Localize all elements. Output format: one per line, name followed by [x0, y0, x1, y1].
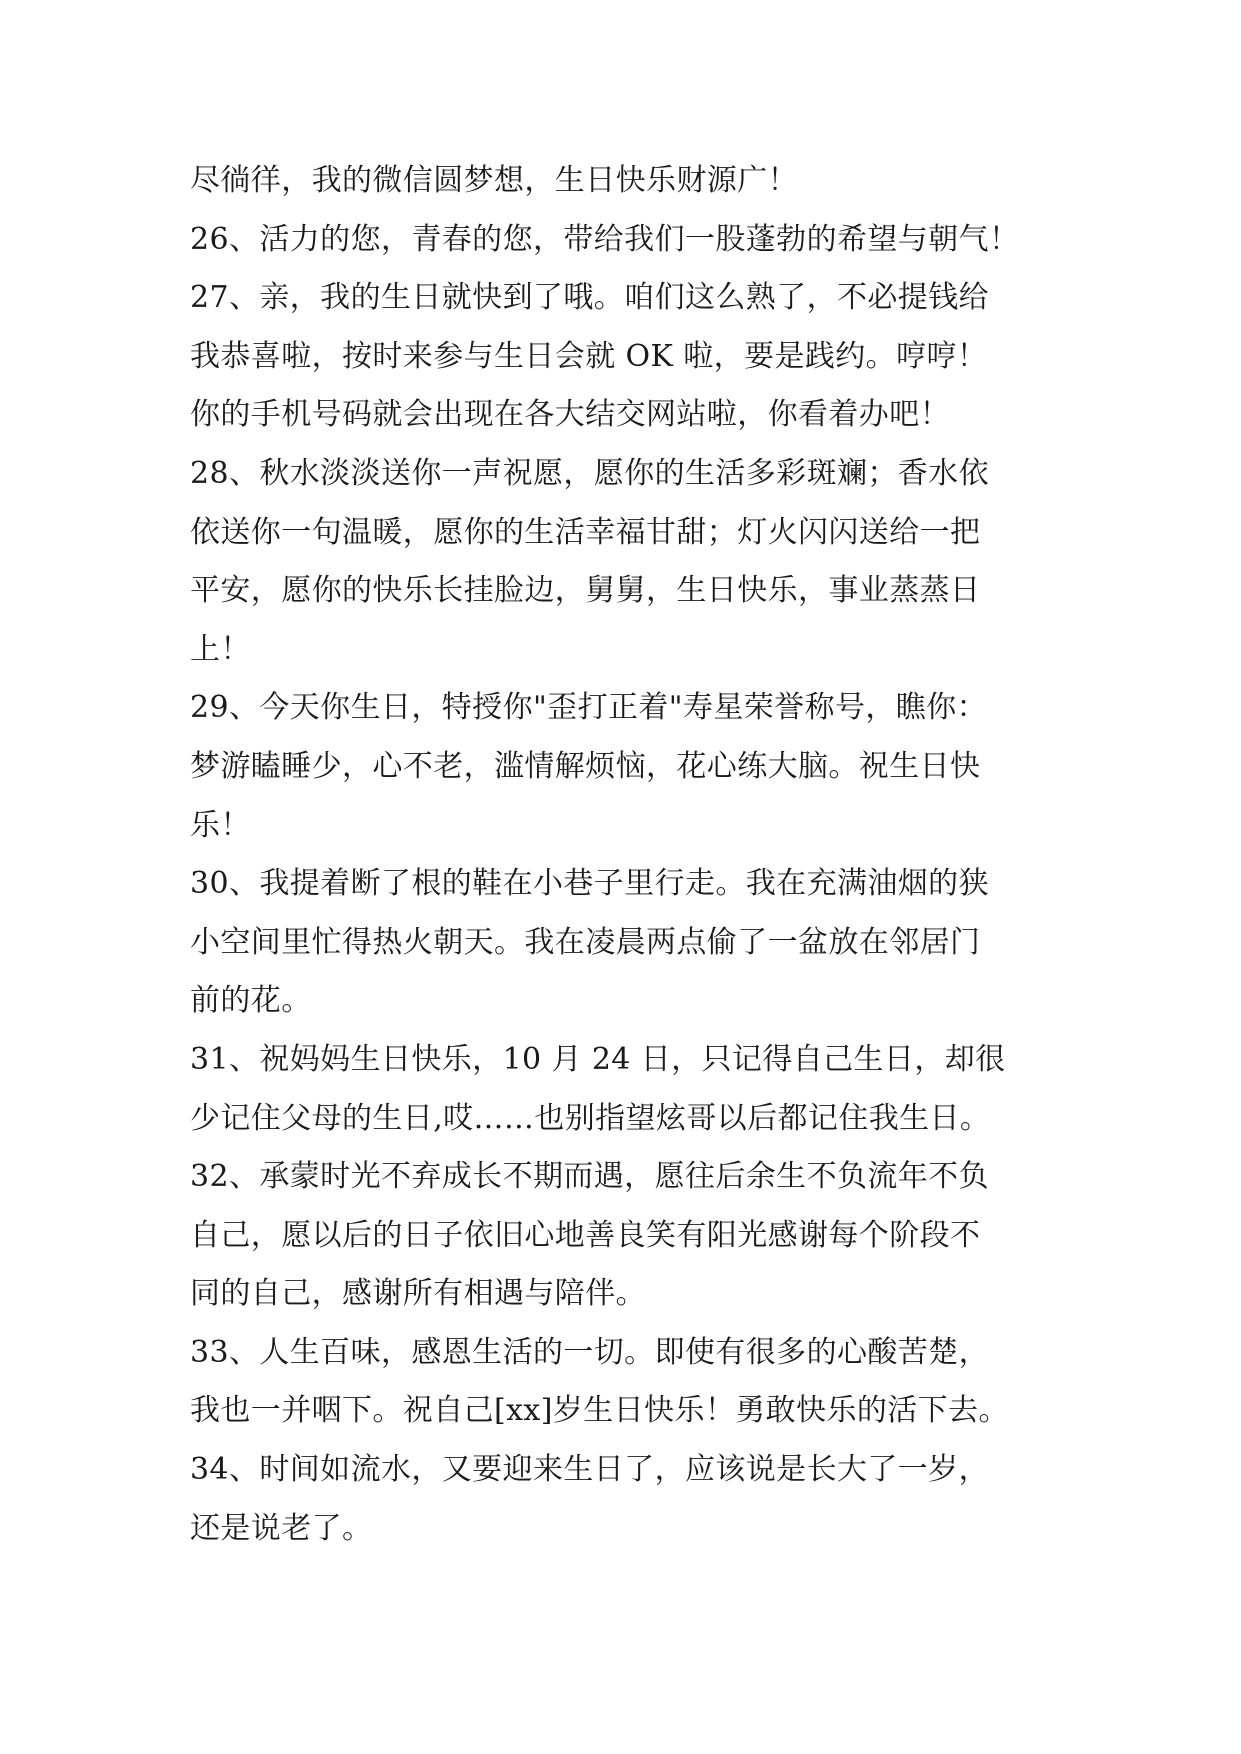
text-line: 28、秋水淡淡送你一声祝愿，愿你的生活多彩斑斓；香水依 [190, 455, 989, 491]
document-body [190, 152, 1090, 1558]
text-line: 自己，愿以后的日子依旧心地善良笑有阳光感谢每个阶段不 [190, 1217, 981, 1253]
text-line: 34、时间如流水，又要迎来生日了，应该说是长大了一岁， [190, 1452, 989, 1488]
text-line: 你的手机号码就会出现在各大结交网站啦，你看着办吧！ [190, 397, 950, 433]
text-line: 31、祝妈妈生日快乐，10 月 24 日，只记得自己生日，却很 [190, 1041, 1006, 1077]
text-line: 梦游瞌睡少，心不老，滥情解烦恼，花心练大脑。祝生日快 [190, 748, 981, 784]
text-line: 上！ [190, 631, 251, 667]
text-line: 29、今天你生日，特授你"歪打正着"寿星荣誉称号，瞧你： [190, 690, 987, 726]
text-line: 前的花。 [190, 983, 312, 1019]
text-line: 平安，愿你的快乐长挂脸边，舅舅，生日快乐，事业蒸蒸日 [190, 573, 981, 609]
text-line: 少记住父母的生日,哎……也别指望炫哥以后都记住我生日。 [190, 1100, 991, 1136]
text-line: 30、我提着断了根的鞋在小巷子里行走。我在充满油烟的狭 [190, 866, 989, 902]
text-line: 还是说老了。 [190, 1510, 373, 1546]
text-line: 32、承蒙时光不弃成长不期而遇，愿往后余生不负流年不负 [190, 1159, 989, 1195]
text-line: 27、亲，我的生日就快到了哦。咱们这么熟了，不必提钱给 [190, 280, 989, 316]
text-line: 33、人生百味，感恩生活的一切。即使有很多的心酸苦楚， [190, 1334, 989, 1370]
text-line: 同的自己，感谢所有相遇与陪伴。 [190, 1276, 646, 1312]
text-line: 依送你一句温暖，愿你的生活幸福甘甜；灯火闪闪送给一把 [190, 514, 981, 550]
text-line: 尽徜徉，我的微信圆梦想，生日快乐财源广！ [190, 163, 798, 198]
text-line: 小空间里忙得热火朝天。我在凌晨两点偷了一盆放在邻居门 [190, 924, 981, 960]
text-line: 我恭喜啦，按时来参与生日会就 OK 啦，要是践约。哼哼！ [190, 338, 988, 374]
text-line: 26、活力的您，青春的您，带给我们一股蓬勃的希望与朝气！ [190, 221, 1020, 257]
text-line: 我也一并咽下。祝自己[xx]岁生日快乐！勇敢快乐的活下去。 [190, 1393, 1009, 1429]
text-line: 乐！ [190, 807, 251, 843]
